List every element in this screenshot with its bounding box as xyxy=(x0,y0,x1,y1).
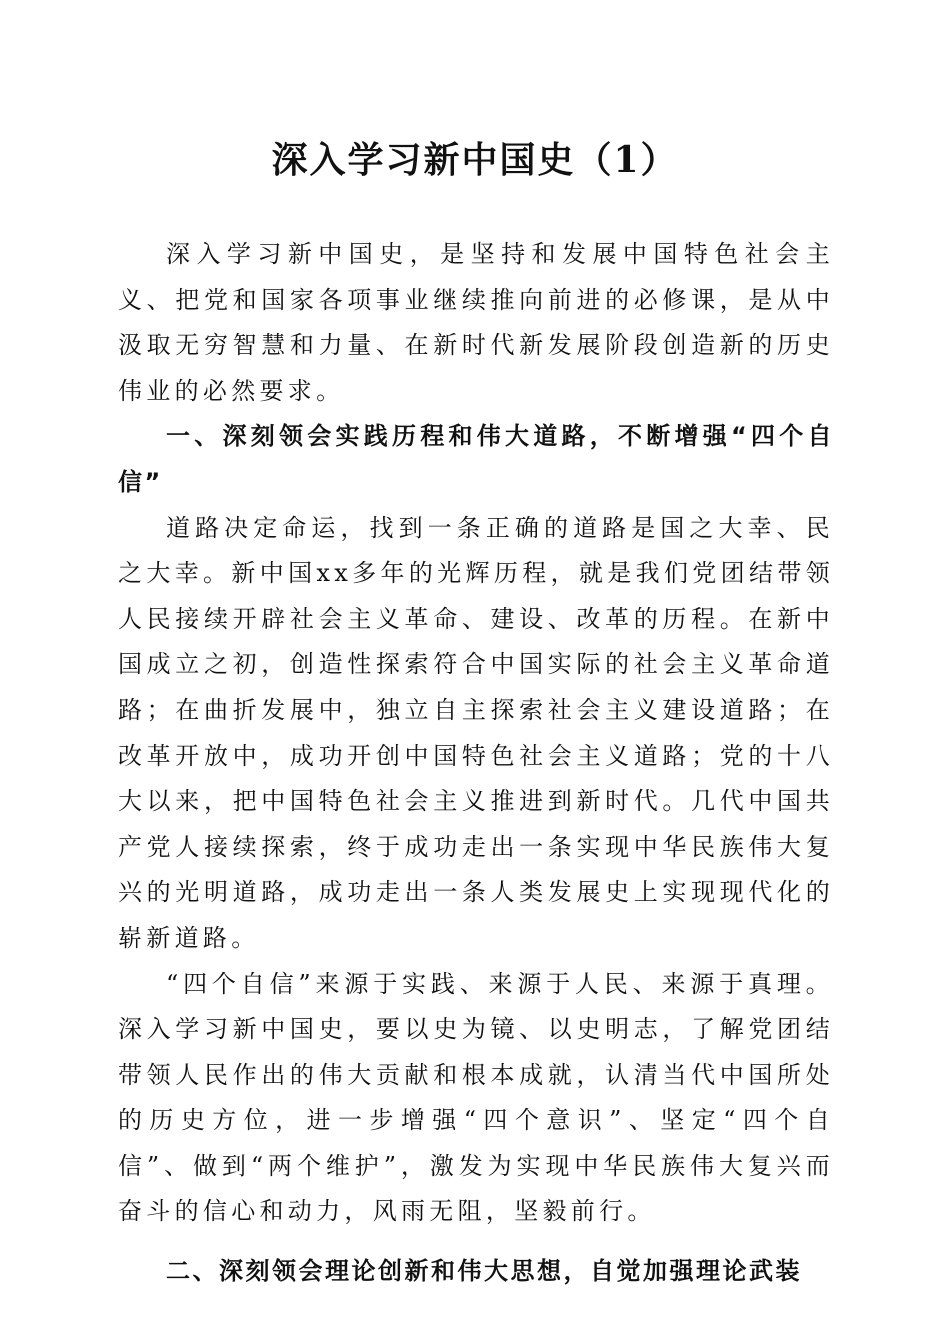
body-paragraph: “四个自信”来源于实践、来源于人民、来源于真理。深入学习新中国史，要以史为镜、以史明志，了解党团结带领人民作出的伟大贡献和根本成就，认清当代中国所处的历史方位，进一步增强“四个意识”、坚定“四个自信”、做到“两个维护”，激发为实现中华民族伟大复兴而奋斗的信心和动力，风雨无阻，坚毅前行。 xyxy=(118,969,834,1226)
section-heading-1: 一、深刻领会实践历程和伟大道路，不断增强“四个自信” xyxy=(118,422,834,496)
document-body xyxy=(118,232,834,1295)
document-title: 深入学习新中国史（1） xyxy=(271,139,679,181)
body-paragraph: 道路决定命运，找到一条正确的道路是国之大幸、民之大幸。新中国xx多年的光辉历程，就是我们党团结带领人民接续开辟社会主义革命、建设、改革的历程。在新中国成立之初，创造性探索符合中国实际的社会主义革命道路；在曲折发展中，独立自主探索社会主义建设道路；在改革开放中，成功开创中国特色社会主义道路；党的十八大以来，把中国特色社会主义推进到新时代。几代中国共产党人接续探索，终于成功走出一条实现中华民族伟大复兴的光明道路，成功走出一条人类发展史上实现现代化的崭新道路。 xyxy=(118,513,834,952)
intro-paragraph: 深入学习新中国史，是坚持和发展中国特色社会主义、把党和国家各项事业继续推向前进的必修课，是从中汲取无穷智慧和力量、在新时代新发展阶段创造新的历史伟业的必然要求。 xyxy=(118,240,834,405)
section-heading-2: 二、深刻领会理论创新和伟大思想，自觉加强理论武装 xyxy=(166,1257,802,1286)
